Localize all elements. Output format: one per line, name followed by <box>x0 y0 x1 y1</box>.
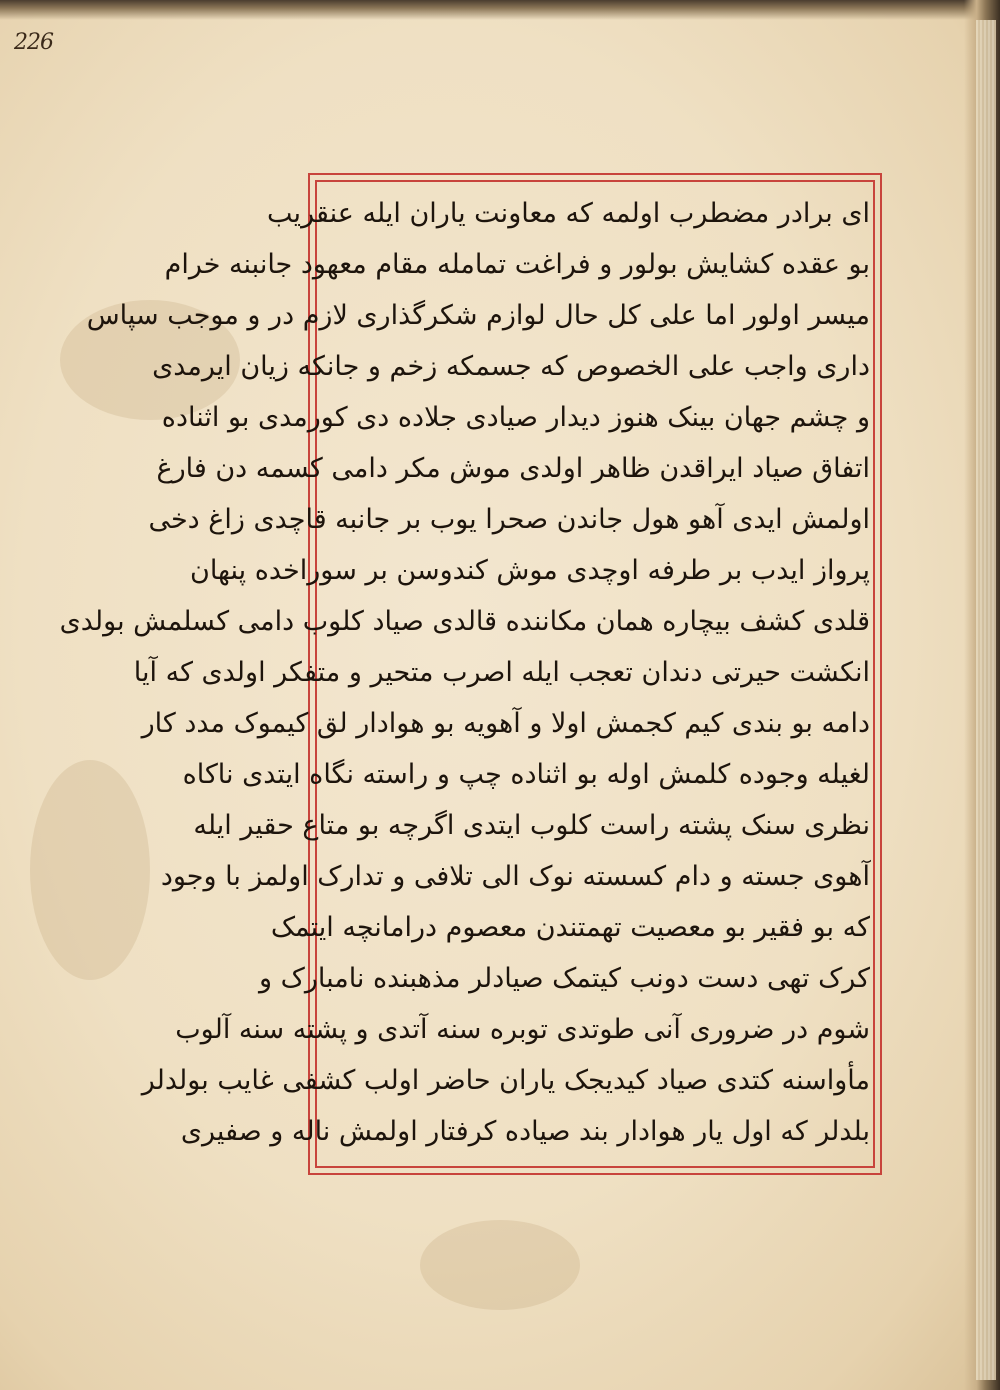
text-line: و چشم جهان بینک هنوز دیدار صیادی جلاده دی کورمدی بو اثناده <box>161 402 870 433</box>
text-line: که بو فقیر بو معصیت تهمتندن معصوم درامانچه ایتمک <box>270 912 870 943</box>
text-line: شوم در ضروری آنی طوتدی توبره سنه آتدی و پشته سنه آلوب <box>175 1014 870 1045</box>
text-line: نظری سنک پشته راست کلوب ایتدی اگرچه بو متاع حقیر ایله <box>193 810 870 841</box>
text-line: دامه بو بندی کیم کجمش اولا و آهویه بو هوادار لق کیموک مدد کار <box>141 708 870 739</box>
text-line: اتفاق صیاد ایراقدن ظاهر اولدی موش مکر دامی کسمه دن فارغ <box>156 453 870 484</box>
text-line: پرواز ایدب بر طرفه اوچدی موش کندوسن بر سوراخده پنهان <box>189 555 870 586</box>
folio-number: 226 <box>14 30 53 55</box>
text-line: آهوی جسته و دام کسسته نوک الی تلافی و تدارک اولمز با وجود <box>160 861 870 892</box>
text-line: قلدی کشف بیچاره همان مکاننده قالدی صیاد کلوب دامی کسلمش بولدی <box>59 606 870 637</box>
text-line: اولمش ایدی آهو هول جاندن صحرا یوب بر جانبه قاچدی زاغ دخی <box>148 504 870 535</box>
text-line: کرک تهی دست دونب کیتمک صیادلر مذهبنده نامبارک و <box>259 963 870 994</box>
text-line: ای برادر مضطرب اولمه که معاونت یاران ایله عنقریب <box>267 198 870 229</box>
text-line: بلدلر که اول یار هوادار بند صیاده کرفتار اولمش ناله و صفیری <box>180 1116 870 1147</box>
paper-stain <box>30 760 150 980</box>
text-line: میسر اولور اما علی کل حال لوازم شکرگذاری لازم در و موجب سپاس <box>86 300 870 331</box>
text-line: لغیله وجوده کلمش اوله بو اثناده چپ و راسته نگاه ایتدی ناکاه <box>182 759 870 790</box>
text-line: انکشت حیرتی دندان تعجب ایله اصرب متحیر و متفکر اولدی که آیا <box>133 657 870 688</box>
page-edges <box>976 20 996 1380</box>
top-edge-shadow <box>0 0 1000 20</box>
text-block <box>59 186 870 1162</box>
text-line: داری واجب علی الخصوص که جسمکه زخم و جانکه زیان ایرمدی <box>152 351 870 382</box>
text-line: مأواسنه کتدی صیاد کیدیجک یاران حاضر اولب کشفی غایب بولدلر <box>141 1065 870 1096</box>
paper-stain <box>420 1220 580 1310</box>
text-line: بو عقده کشایش بولور و فراغت تماملە مقام معهود جانبنه خرام <box>164 249 870 280</box>
